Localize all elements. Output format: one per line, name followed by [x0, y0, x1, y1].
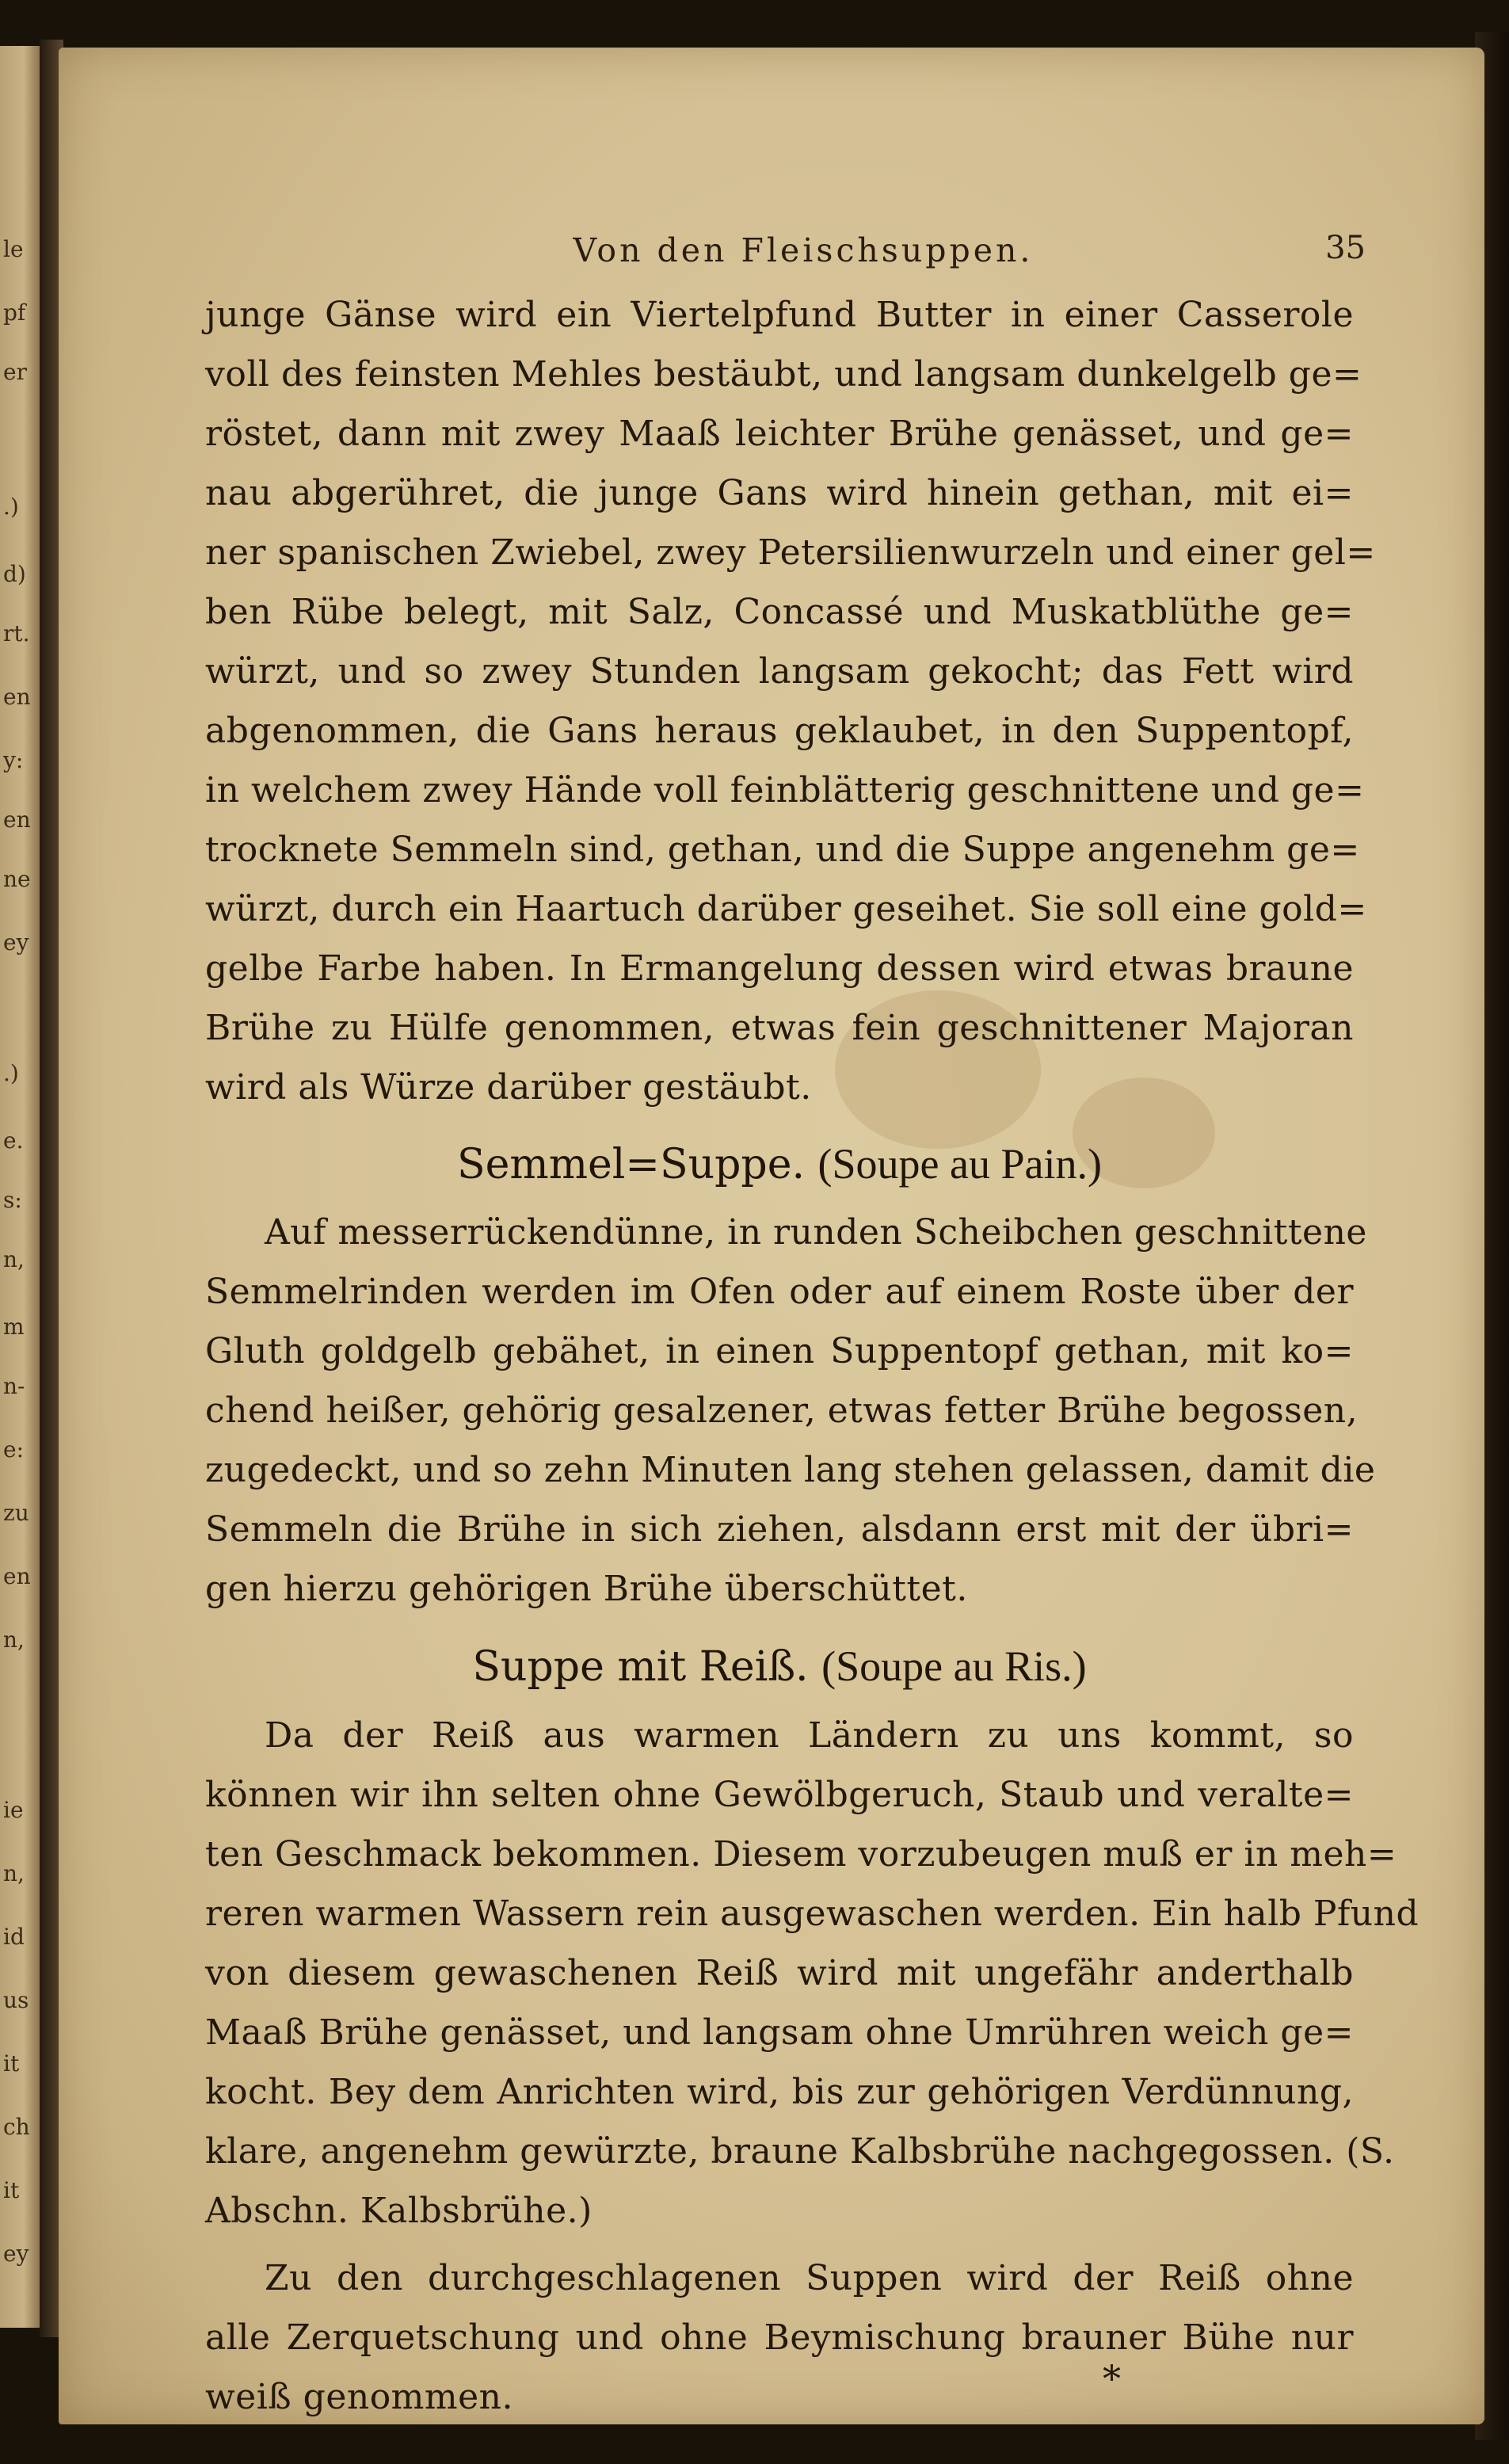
adjacent-page-edge [0, 46, 40, 2328]
margin-fragment: en [3, 684, 31, 710]
margin-fragment: us [3, 1987, 29, 2013]
margin-fragment: er [3, 359, 27, 385]
heading-french: (Soupe au Pain.) [817, 1140, 1102, 1188]
text-line: voll des feinsten Mehles bestäubt, und langsam dunkelgelb ge= [205, 354, 1362, 395]
margin-fragment: y: [3, 747, 24, 773]
margin-fragment: e. [3, 1127, 24, 1154]
margin-fragment: it [3, 2050, 20, 2077]
running-title: Von den Fleischsuppen. [573, 231, 1034, 269]
text-line: weiß genommen. [205, 2377, 513, 2417]
margin-fragment: it [3, 2177, 20, 2203]
margin-fragment: n, [3, 1246, 25, 1272]
margin-fragment: id [3, 1924, 25, 1950]
text-line: alle Zerquetschung und ohne Beymischung brauner Bühe nur [205, 2317, 1354, 2358]
text-line: von diesem gewaschenen Reiß wird mit ungefähr anderthalb [205, 1953, 1354, 1993]
heading-german: Suppe mit Reiß. [472, 1643, 809, 1691]
text-line: gen hierzu gehörigen Brühe überschüttet. [205, 1569, 968, 1609]
margin-fragment: n, [3, 1627, 25, 1653]
text-line: Zu den durchgeschlagenen Suppen wird der Reiß ohne [265, 2258, 1354, 2298]
text-line: würzt, durch ein Haartuch darüber geseihet. Sie soll eine gold= [205, 889, 1367, 929]
text-line: gelbe Farbe haben. In Ermangelung dessen wird etwas braune [205, 948, 1354, 989]
text-line: ben Rübe belegt, mit Salz, Concassé und Muskatblüthe ge= [205, 592, 1354, 632]
margin-fragment: e: [3, 1436, 25, 1463]
margin-fragment: ne [3, 866, 31, 892]
text-line: chend heißer, gehörig gesalzener, etwas fetter Brühe begossen, [205, 1390, 1358, 1431]
margin-fragment: d) [3, 561, 26, 587]
text-line: kocht. Bey dem Anrichten wird, bis zur gehörigen Verdünnung, [205, 2072, 1354, 2112]
margin-fragment: ie [3, 1797, 24, 1823]
text-line: klare, angenehm gewürzte, braune Kalbsbrühe nachgegossen. (S. [205, 2131, 1395, 2172]
margin-fragment: en [3, 1563, 31, 1589]
text-line: Semmelrinden werden im Ofen oder auf einem Roste über der [205, 1272, 1354, 1312]
section-heading-suppe-mit-reiss [205, 1642, 1354, 1691]
margin-fragment: zu [3, 1500, 29, 1526]
text-line: junge Gänse wird ein Viertelpfund Butter in einer Casserole [205, 295, 1354, 335]
text-line: abgenommen, die Gans heraus geklaubet, in den Suppentopf, [205, 711, 1354, 751]
text-line: reren warmen Wassern rein ausgewaschen werden. Ein halb Pfund [205, 1894, 1419, 1934]
margin-fragment: s: [3, 1187, 22, 1213]
heading-german: Semmel=Suppe. [457, 1141, 805, 1188]
text-line: röstet, dann mit zwey Maaß leichter Brühe genässet, und ge= [205, 414, 1354, 454]
heading-french: (Soupe au Ris.) [821, 1642, 1087, 1690]
section-heading-semmel-suppe [205, 1139, 1354, 1188]
margin-fragment: m [3, 1314, 25, 1340]
text-line: Gluth goldgelb gebähet, in einen Suppentopf gethan, mit ko= [205, 1331, 1354, 1371]
margin-fragment: en [3, 807, 31, 833]
text-line: nau abgerühret, die junge Gans wird hinein gethan, mit ei= [205, 473, 1354, 513]
margin-fragment: ey [3, 2241, 29, 2267]
margin-fragment: .) [3, 1060, 19, 1086]
text-line: Brühe zu Hülfe genommen, etwas fein geschnittener Majoran [205, 1008, 1354, 1048]
page-number: 35 [1325, 230, 1366, 266]
margin-fragment: n, [3, 1860, 25, 1886]
text-line: Abschn. Kalbsbrühe.) [205, 2191, 593, 2231]
text-line: ner spanischen Zwiebel, zwey Petersilienwurzeln und einer gel= [205, 532, 1376, 573]
text-line: wird als Würze darüber gestäubt. [205, 1067, 812, 1108]
margin-fragment: ch [3, 2114, 30, 2140]
text-line: Maaß Brühe genässet, und langsam ohne Umrühren weich ge= [205, 2012, 1354, 2053]
text-line: würzt, und so zwey Stunden langsam gekocht; das Fett wird [205, 651, 1354, 692]
catchword-asterisk: * [1103, 2357, 1121, 2400]
text-line: Da der Reiß aus warmen Ländern zu uns kommt, so [265, 1715, 1354, 1756]
text-line: ten Geschmack bekommen. Diesem vorzubeugen muß er in meh= [205, 1834, 1397, 1875]
margin-fragment: n- [3, 1373, 25, 1399]
text-line: Auf messerrückendünne, in runden Scheibchen geschnittene [265, 1212, 1367, 1253]
text-line: zugedeckt, und so zehn Minuten lang stehen gelassen, damit die [205, 1450, 1376, 1490]
margin-fragment: .) [3, 494, 19, 520]
margin-fragment: ey [3, 929, 29, 955]
margin-fragment: rt. [3, 620, 30, 647]
text-line: in welchem zwey Hände voll feinblätterig geschnittene und ge= [205, 770, 1365, 811]
margin-fragment: le [3, 236, 24, 262]
margin-fragment: pf [3, 299, 26, 326]
text-line: können wir ihn selten ohne Gewölbgeruch, Staub und veralte= [205, 1775, 1354, 1815]
book-page [59, 48, 1484, 2424]
text-line: trocknete Semmeln sind, gethan, und die Suppe angenehm ge= [205, 830, 1360, 870]
text-line: Semmeln die Brühe in sich ziehen, alsdann erst mit der übri= [205, 1509, 1354, 1550]
